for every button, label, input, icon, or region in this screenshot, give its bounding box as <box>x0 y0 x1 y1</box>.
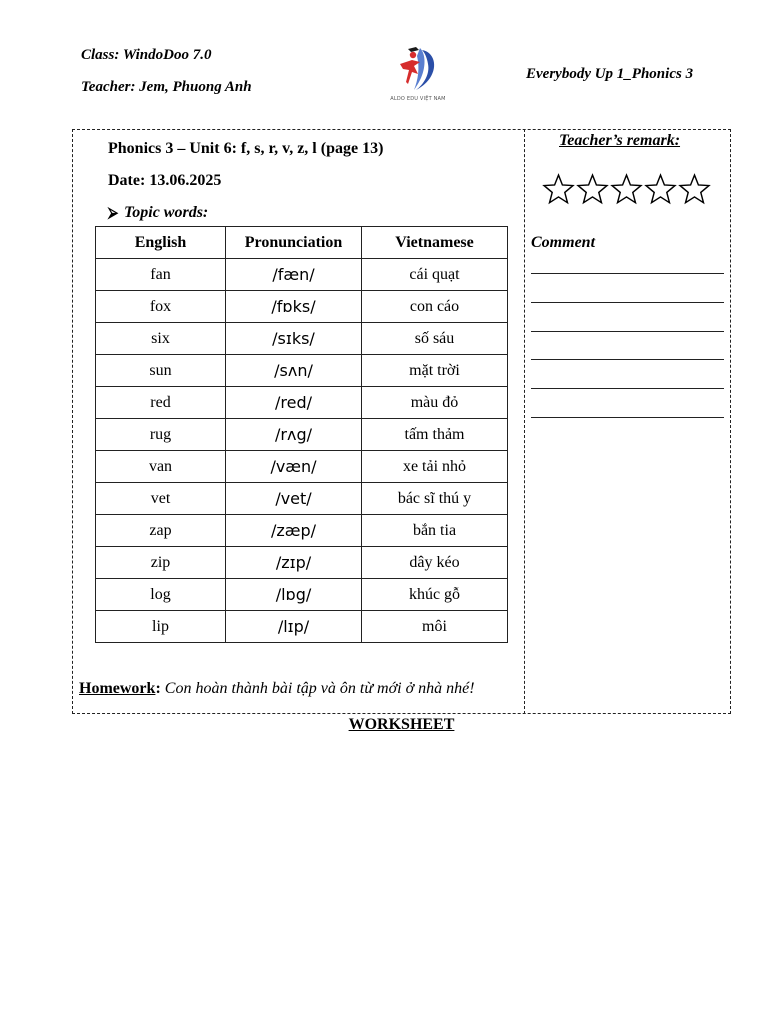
vietnamese-meaning-cell: tấm thảm <box>362 419 508 451</box>
english-word-cell: zap <box>96 515 226 547</box>
table-row <box>96 387 508 419</box>
table-row <box>96 259 508 291</box>
star-icon[interactable] <box>610 173 643 206</box>
table-row <box>96 547 508 579</box>
table-row <box>96 611 508 643</box>
table-header-row <box>96 227 508 259</box>
pronunciation-cell: /vet/ <box>226 483 362 515</box>
topic-words-label: Topic words: <box>123 204 209 221</box>
arrow-bullet-icon: ⮚ <box>108 205 118 221</box>
logo-caption: ALDO EDU VIỆT NAM <box>390 96 446 102</box>
pronunciation-cell: /væn/ <box>226 451 362 483</box>
table-row <box>96 355 508 387</box>
vietnamese-meaning-cell: bác sĩ thú y <box>362 483 508 515</box>
english-word-cell: vet <box>96 483 226 515</box>
comment-line[interactable] <box>531 331 724 332</box>
pronunciation-cell: /lɪp/ <box>226 611 362 643</box>
comment-line[interactable] <box>531 388 724 389</box>
english-word-cell: fox <box>96 291 226 323</box>
lesson-title: Phonics 3 – Unit 6: f, s, r, v, z, l (page 13) <box>108 140 384 157</box>
table-row <box>96 451 508 483</box>
english-word-cell: sun <box>96 355 226 387</box>
comment-label: Comment <box>531 234 596 251</box>
homework-label: Homework <box>79 680 156 697</box>
table-row <box>96 579 508 611</box>
topic-words-heading <box>108 204 208 222</box>
table-row <box>96 419 508 451</box>
frame-divider <box>524 129 525 714</box>
teacher-remark-title: Teacher’s remark: <box>559 132 681 149</box>
teacher-label: Teacher: Jem, Phuong Anh <box>81 79 252 95</box>
homework-note: Homework: Con hoàn thành bài tập và ôn từ mới ở nhà nhé! <box>79 680 475 697</box>
book-label: Everybody Up 1_Phonics 3 <box>526 66 694 82</box>
vocabulary-rows <box>96 259 508 643</box>
homework-text: Con hoàn thành bài tập và ôn từ mới ở nhà nhé! <box>164 680 475 697</box>
rating-stars[interactable] <box>542 173 711 206</box>
table-row <box>96 323 508 355</box>
table-row <box>96 515 508 547</box>
vietnamese-meaning-cell: xe tải nhỏ <box>362 451 508 483</box>
lesson-date: Date: 13.06.2025 <box>108 172 222 189</box>
english-word-cell: van <box>96 451 226 483</box>
star-icon[interactable] <box>542 173 575 206</box>
pronunciation-cell: /fɒks/ <box>226 291 362 323</box>
pronunciation-cell: /red/ <box>226 387 362 419</box>
vietnamese-meaning-cell: khúc gỗ <box>362 579 508 611</box>
column-header-english: English <box>96 227 226 259</box>
worksheet-heading: WORKSHEET <box>348 716 455 733</box>
english-word-cell: red <box>96 387 226 419</box>
comment-line[interactable] <box>531 302 724 303</box>
column-header-pronunciation: Pronunciation <box>226 227 362 259</box>
vietnamese-meaning-cell: số sáu <box>362 323 508 355</box>
english-word-cell: fan <box>96 259 226 291</box>
star-icon[interactable] <box>576 173 609 206</box>
pronunciation-cell: /sʌn/ <box>226 355 362 387</box>
table-row <box>96 483 508 515</box>
comment-line[interactable] <box>531 273 724 274</box>
vietnamese-meaning-cell: mặt trời <box>362 355 508 387</box>
comment-line[interactable] <box>531 359 724 360</box>
comment-line[interactable] <box>531 417 724 418</box>
vocabulary-table <box>95 226 508 643</box>
school-logo <box>386 44 450 106</box>
english-word-cell: zip <box>96 547 226 579</box>
pronunciation-cell: /lɒg/ <box>226 579 362 611</box>
vietnamese-meaning-cell: môi <box>362 611 508 643</box>
vietnamese-meaning-cell: dây kéo <box>362 547 508 579</box>
pronunciation-cell: /rʌg/ <box>226 419 362 451</box>
pronunciation-cell: /zæp/ <box>226 515 362 547</box>
pronunciation-cell: /fæn/ <box>226 259 362 291</box>
vietnamese-meaning-cell: con cáo <box>362 291 508 323</box>
table-row <box>96 291 508 323</box>
column-header-vietnamese: Vietnamese <box>362 227 508 259</box>
star-icon[interactable] <box>678 173 711 206</box>
english-word-cell: rug <box>96 419 226 451</box>
english-word-cell: lip <box>96 611 226 643</box>
class-label: Class: WindoDoo 7.0 <box>81 47 212 63</box>
star-icon[interactable] <box>644 173 677 206</box>
vietnamese-meaning-cell: cái quạt <box>362 259 508 291</box>
english-word-cell: log <box>96 579 226 611</box>
english-word-cell: six <box>96 323 226 355</box>
vietnamese-meaning-cell: màu đỏ <box>362 387 508 419</box>
pronunciation-cell: /zɪp/ <box>226 547 362 579</box>
pronunciation-cell: /sɪks/ <box>226 323 362 355</box>
vietnamese-meaning-cell: bắn tia <box>362 515 508 547</box>
